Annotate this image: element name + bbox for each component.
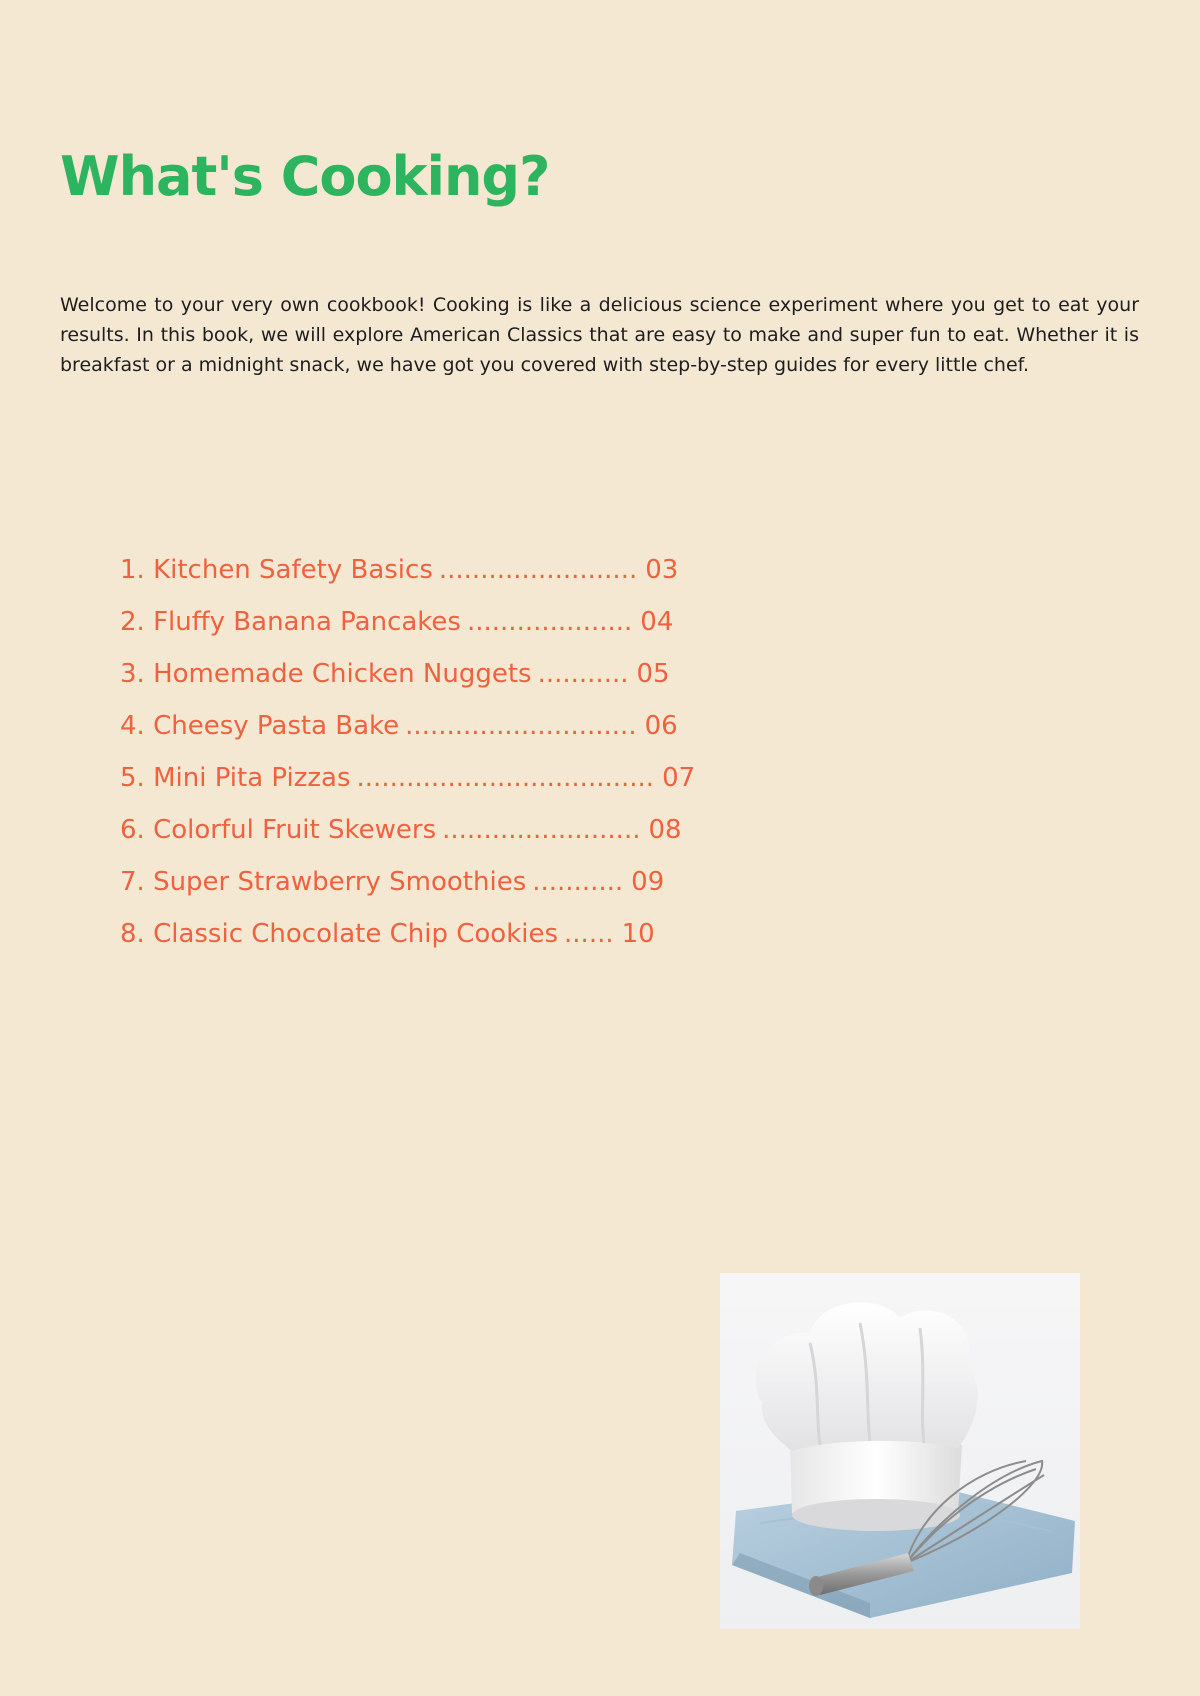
toc-entry-label: 1. Kitchen Safety Basics <box>120 555 433 585</box>
toc-entry-6[interactable] <box>120 808 695 860</box>
chef-hat-icon <box>720 1273 1080 1629</box>
toc-entry-7[interactable] <box>120 860 695 912</box>
toc-entry-page: 03 <box>645 555 679 585</box>
page-title: What's Cooking? <box>60 145 550 208</box>
toc-entry-page: 09 <box>631 867 665 897</box>
table-of-contents <box>120 548 695 964</box>
toc-entry-dots: ........... <box>537 659 629 689</box>
toc-entry-page: 05 <box>636 659 670 689</box>
toc-entry-page: 07 <box>662 763 696 793</box>
toc-entry-dots: .................... <box>466 607 633 637</box>
toc-entry-page: 04 <box>640 607 674 637</box>
toc-entry-dots: ...... <box>564 919 614 949</box>
toc-entry-dots: .................................... <box>356 763 655 793</box>
toc-entry-dots: ............................ <box>405 711 637 741</box>
toc-entry-dots: ........................ <box>442 815 641 845</box>
toc-entry-label: 8. Classic Chocolate Chip Cookies <box>120 919 559 949</box>
chef-hat-whisk-image <box>720 1273 1080 1629</box>
toc-entry-label: 4. Cheesy Pasta Bake <box>120 711 400 741</box>
toc-entry-2[interactable] <box>120 600 695 652</box>
intro-paragraph: Welcome to your very own cookbook! Cooking is like a delicious science experiment where you get to eat your results. In this book, we will explore American Classics that are easy to make and super fun to eat. Whether it is breakfast or a midnight snack, we have got you covered with step-by-step guides for every little chef. <box>60 294 1139 376</box>
toc-entry-label: 6. Colorful Fruit Skewers <box>120 815 437 845</box>
toc-entry-page: 08 <box>648 815 682 845</box>
toc-entry-5[interactable] <box>120 756 695 808</box>
toc-entry-label: 5. Mini Pita Pizzas <box>120 763 351 793</box>
toc-entry-4[interactable] <box>120 704 695 756</box>
toc-entry-dots: ........... <box>532 867 624 897</box>
toc-entry-label: 3. Homemade Chicken Nuggets <box>120 659 532 689</box>
toc-entry-page: 06 <box>644 711 678 741</box>
toc-entry-dots: ........................ <box>438 555 638 585</box>
toc-entry-8[interactable] <box>120 912 695 964</box>
toc-entry-page: 10 <box>621 919 655 949</box>
toc-entry-label: 2. Fluffy Banana Pancakes <box>120 607 461 637</box>
toc-entry-3[interactable] <box>120 652 695 704</box>
toc-entry-label: 7. Super Strawberry Smoothies <box>120 867 527 897</box>
toc-entry-1[interactable] <box>120 548 695 600</box>
